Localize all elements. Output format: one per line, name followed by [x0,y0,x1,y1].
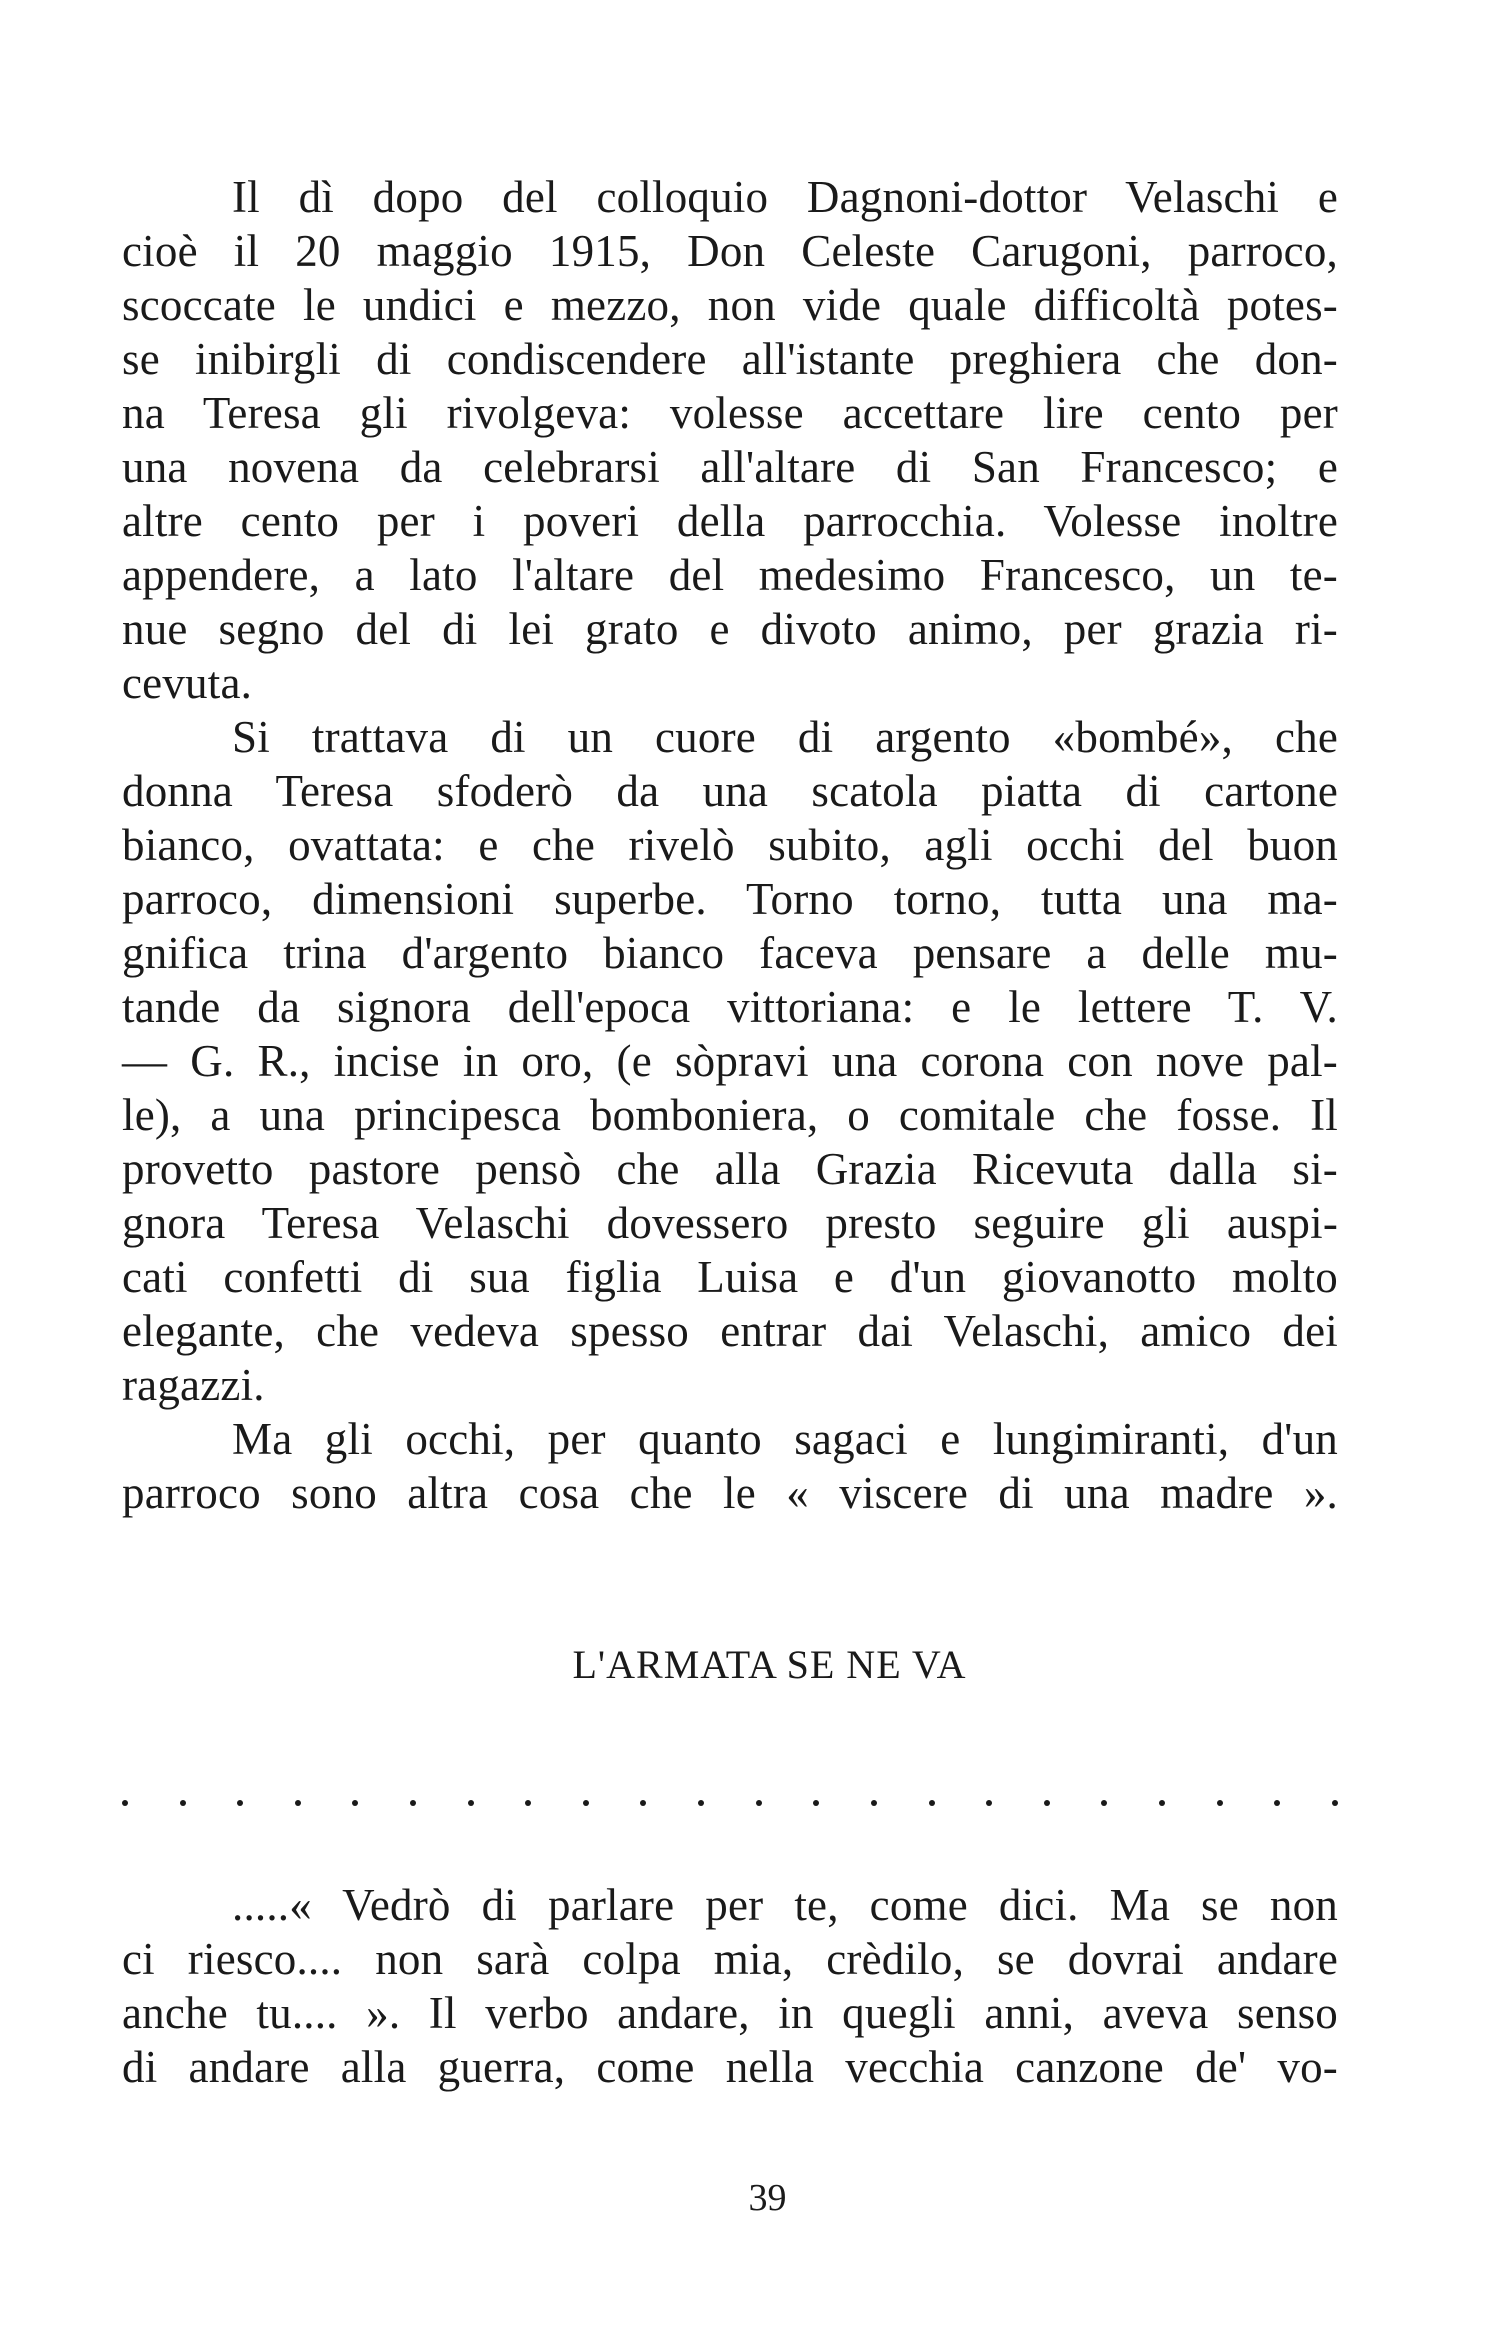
dot [929,1800,935,1806]
dot [813,1800,819,1806]
dot [352,1800,358,1806]
dot [1044,1800,1050,1806]
dot [1217,1800,1223,1806]
text-line: una novena da celebrarsi all'altare di San Francesco; e [122,442,1338,492]
text-line: parroco sono altra cosa che le « viscere di una madre ». [122,1468,1338,1518]
dot [1101,1800,1107,1806]
dot [583,1800,589,1806]
dot [698,1800,704,1806]
text-line: tande da signora dell'epoca vittoriana: e le lettere T. V. [122,982,1338,1032]
text-line: parroco, dimensioni superbe. Torno torno, tutta una ma- [122,874,1338,924]
dot [180,1800,186,1806]
text-line: di andare alla guerra, come nella vecchia canzone de' vo- [122,2042,1338,2092]
text-line: donna Teresa sfoderò da una scatola piatta di cartone [122,766,1338,816]
text-line: .....« Vedrò di parlare per te, come dici. Ma se non [232,1880,1338,1930]
dot [410,1800,416,1806]
text-line: scoccate le undici e mezzo, non vide quale difficoltà potes- [122,280,1338,330]
dot [640,1800,646,1806]
text-line: cati confetti di sua figlia Luisa e d'un giovanotto molto [122,1252,1338,1302]
text-line: ci riesco.... non sarà colpa mia, crèdilo, se dovrai andare [122,1934,1338,1984]
dot [1274,1800,1280,1806]
text-line: elegante, che vedeva spesso entrar dai Velaschi, amico dei [122,1306,1338,1356]
dot [295,1800,301,1806]
dot [468,1800,474,1806]
ellipsis-dots [122,1800,1338,1806]
text-line: Si trattava di un cuore di argento «bombé», che [232,712,1338,762]
text-line: nue segno del di lei grato e divoto animo, per grazia ri- [122,604,1338,654]
page-number: 39 [748,2177,787,2219]
dot [122,1800,128,1806]
text-line: gnora Teresa Velaschi dovessero presto seguire gli auspi- [122,1198,1338,1248]
text-line: na Teresa gli rivolgeva: volesse accettare lire cento per [122,388,1338,438]
text-line: ragazzi. [122,1360,265,1410]
dot [871,1800,877,1806]
text-line: provetto pastore pensò che alla Grazia Ricevuta dalla si- [122,1144,1338,1194]
text-line: Il dì dopo del colloquio Dagnoni-dottor Velaschi e [232,172,1338,222]
text-line: cevuta. [122,658,253,708]
dot [525,1800,531,1806]
section-title: L'ARMATA SE NE VA [572,1642,967,1687]
text-line: bianco, ovattata: e che rivelò subito, agli occhi del buon [122,820,1338,870]
dot [986,1800,992,1806]
text-line: altre cento per i poveri della parrocchia. Volesse inoltre [122,496,1338,546]
text-line: gnifica trina d'argento bianco faceva pensare a delle mu- [122,928,1338,978]
dot [1332,1800,1338,1806]
text-line: le), a una principesca bomboniera, o comitale che fosse. Il [122,1090,1338,1140]
text-line: appendere, a lato l'altare del medesimo Francesco, un te- [122,550,1338,600]
text-line: se inibirgli di condiscendere all'istante preghiera che don- [122,334,1338,384]
text-line: anche tu.... ». Il verbo andare, in quegli anni, aveva senso [122,1988,1338,2038]
dot [237,1800,243,1806]
text-line: — G. R., incise in oro, (e sòpravi una corona con nove pal- [122,1036,1338,1086]
text-line: Ma gli occhi, per quanto sagaci e lungimiranti, d'un [232,1414,1338,1464]
text-line: cioè il 20 maggio 1915, Don Celeste Carugoni, parroco, [122,226,1338,276]
dot [756,1800,762,1806]
dot [1159,1800,1165,1806]
